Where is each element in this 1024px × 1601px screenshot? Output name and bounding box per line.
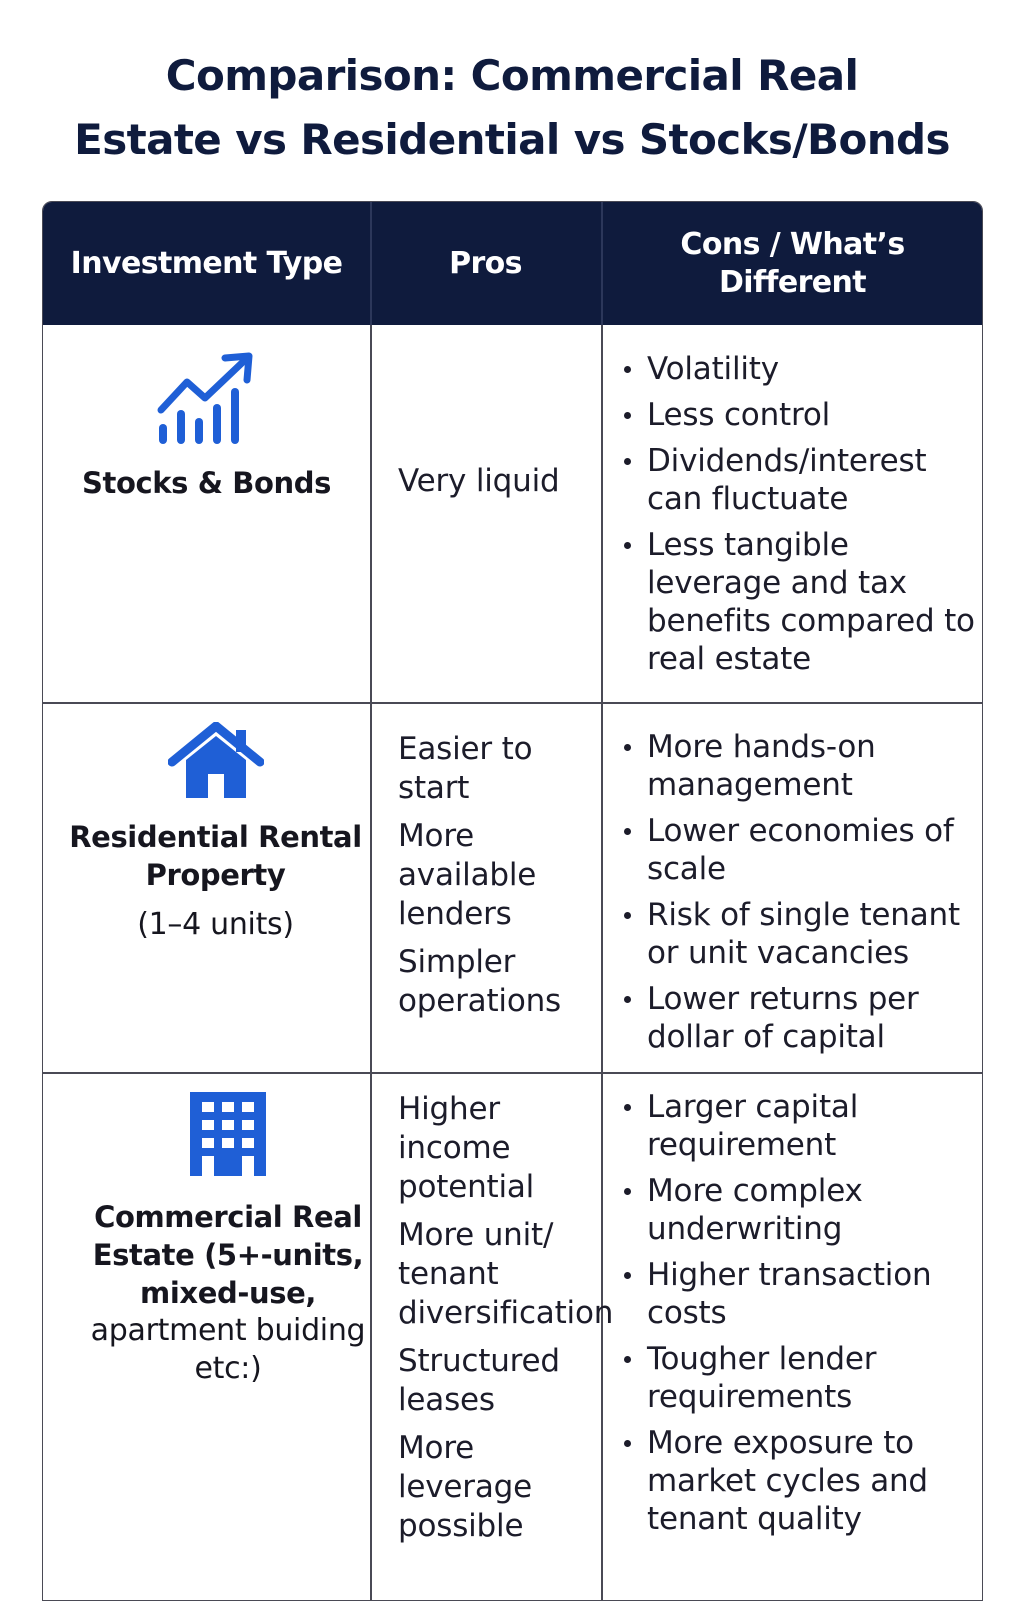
title-line-1: Comparison: Commercial Real [165,51,859,100]
con-item: Lower returns per dollar of capital [603,980,983,1056]
column-divider [370,325,372,1600]
table-row-stocks-cons [603,350,983,686]
table-row-stocks-type [43,352,370,502]
con-item: Higher transaction costs [603,1256,983,1332]
header-investment-type: Investment Type [70,245,343,281]
chart-trend-up-icon [157,352,257,448]
header-divider [601,202,603,325]
row-divider [43,702,982,704]
con-item: Less control [603,396,983,434]
pro-item: Simpler operations [398,944,561,1019]
pro-item: More leverage possible [398,1430,532,1544]
con-item: Lower economies of scale [603,812,983,888]
header-pros: Pros [449,245,522,281]
table-row-residential-pros [398,730,598,1030]
pro-item: More unit/ tenant diversification [398,1217,614,1331]
header-divider [370,202,372,325]
table-row-residential-type [43,722,388,944]
title-line-2: Estate vs Residential vs Stocks/Bonds [74,115,950,164]
con-item: Risk of single tenant or unit vacancies [603,896,983,972]
pro-item: Very liquid [398,463,560,499]
con-item: Tougher lender requirements [603,1340,983,1416]
pro-item: More available lenders [398,818,537,932]
con-item: Larger capital requirement [603,1088,983,1164]
table-row-commercial-cons [603,1088,983,1546]
office-building-icon [188,1090,268,1178]
table-row-commercial-type [83,1090,373,1388]
page-title [0,44,1024,172]
header-cons: Cons / What’s Different [680,226,905,300]
house-icon [168,722,264,802]
table-row-commercial-pros [398,1090,613,1555]
investment-type-subtitle: apartment buiding etc:) [90,1313,366,1386]
con-item: More hands-on management [603,728,983,804]
con-item: Less tangible leverage and tax benefits compared to real estate [603,526,983,678]
con-item: More complex underwriting [603,1172,983,1248]
pro-item: Easier to start [398,731,533,806]
comparison-table [42,201,983,1601]
pro-item: Structured leases [398,1343,560,1418]
investment-type-name: Commercial Real Estate (5+-units, mixed-use, [92,1200,364,1310]
table-row-stocks-pros [398,462,598,510]
row-divider [43,1072,982,1074]
investment-type-name: Stocks & Bonds [82,466,331,500]
table-row-residential-cons [603,728,983,1064]
investment-type-subtitle: (1–4 units) [137,907,294,942]
table-header [43,202,982,325]
pro-item: Higher income potential [398,1091,535,1205]
investment-type-name: Residential Rental Property [69,820,362,892]
con-item: More exposure to market cycles and tenant quality [603,1424,983,1538]
con-item: Volatility [603,350,983,388]
con-item: Dividends/interest can fluctuate [603,442,983,518]
